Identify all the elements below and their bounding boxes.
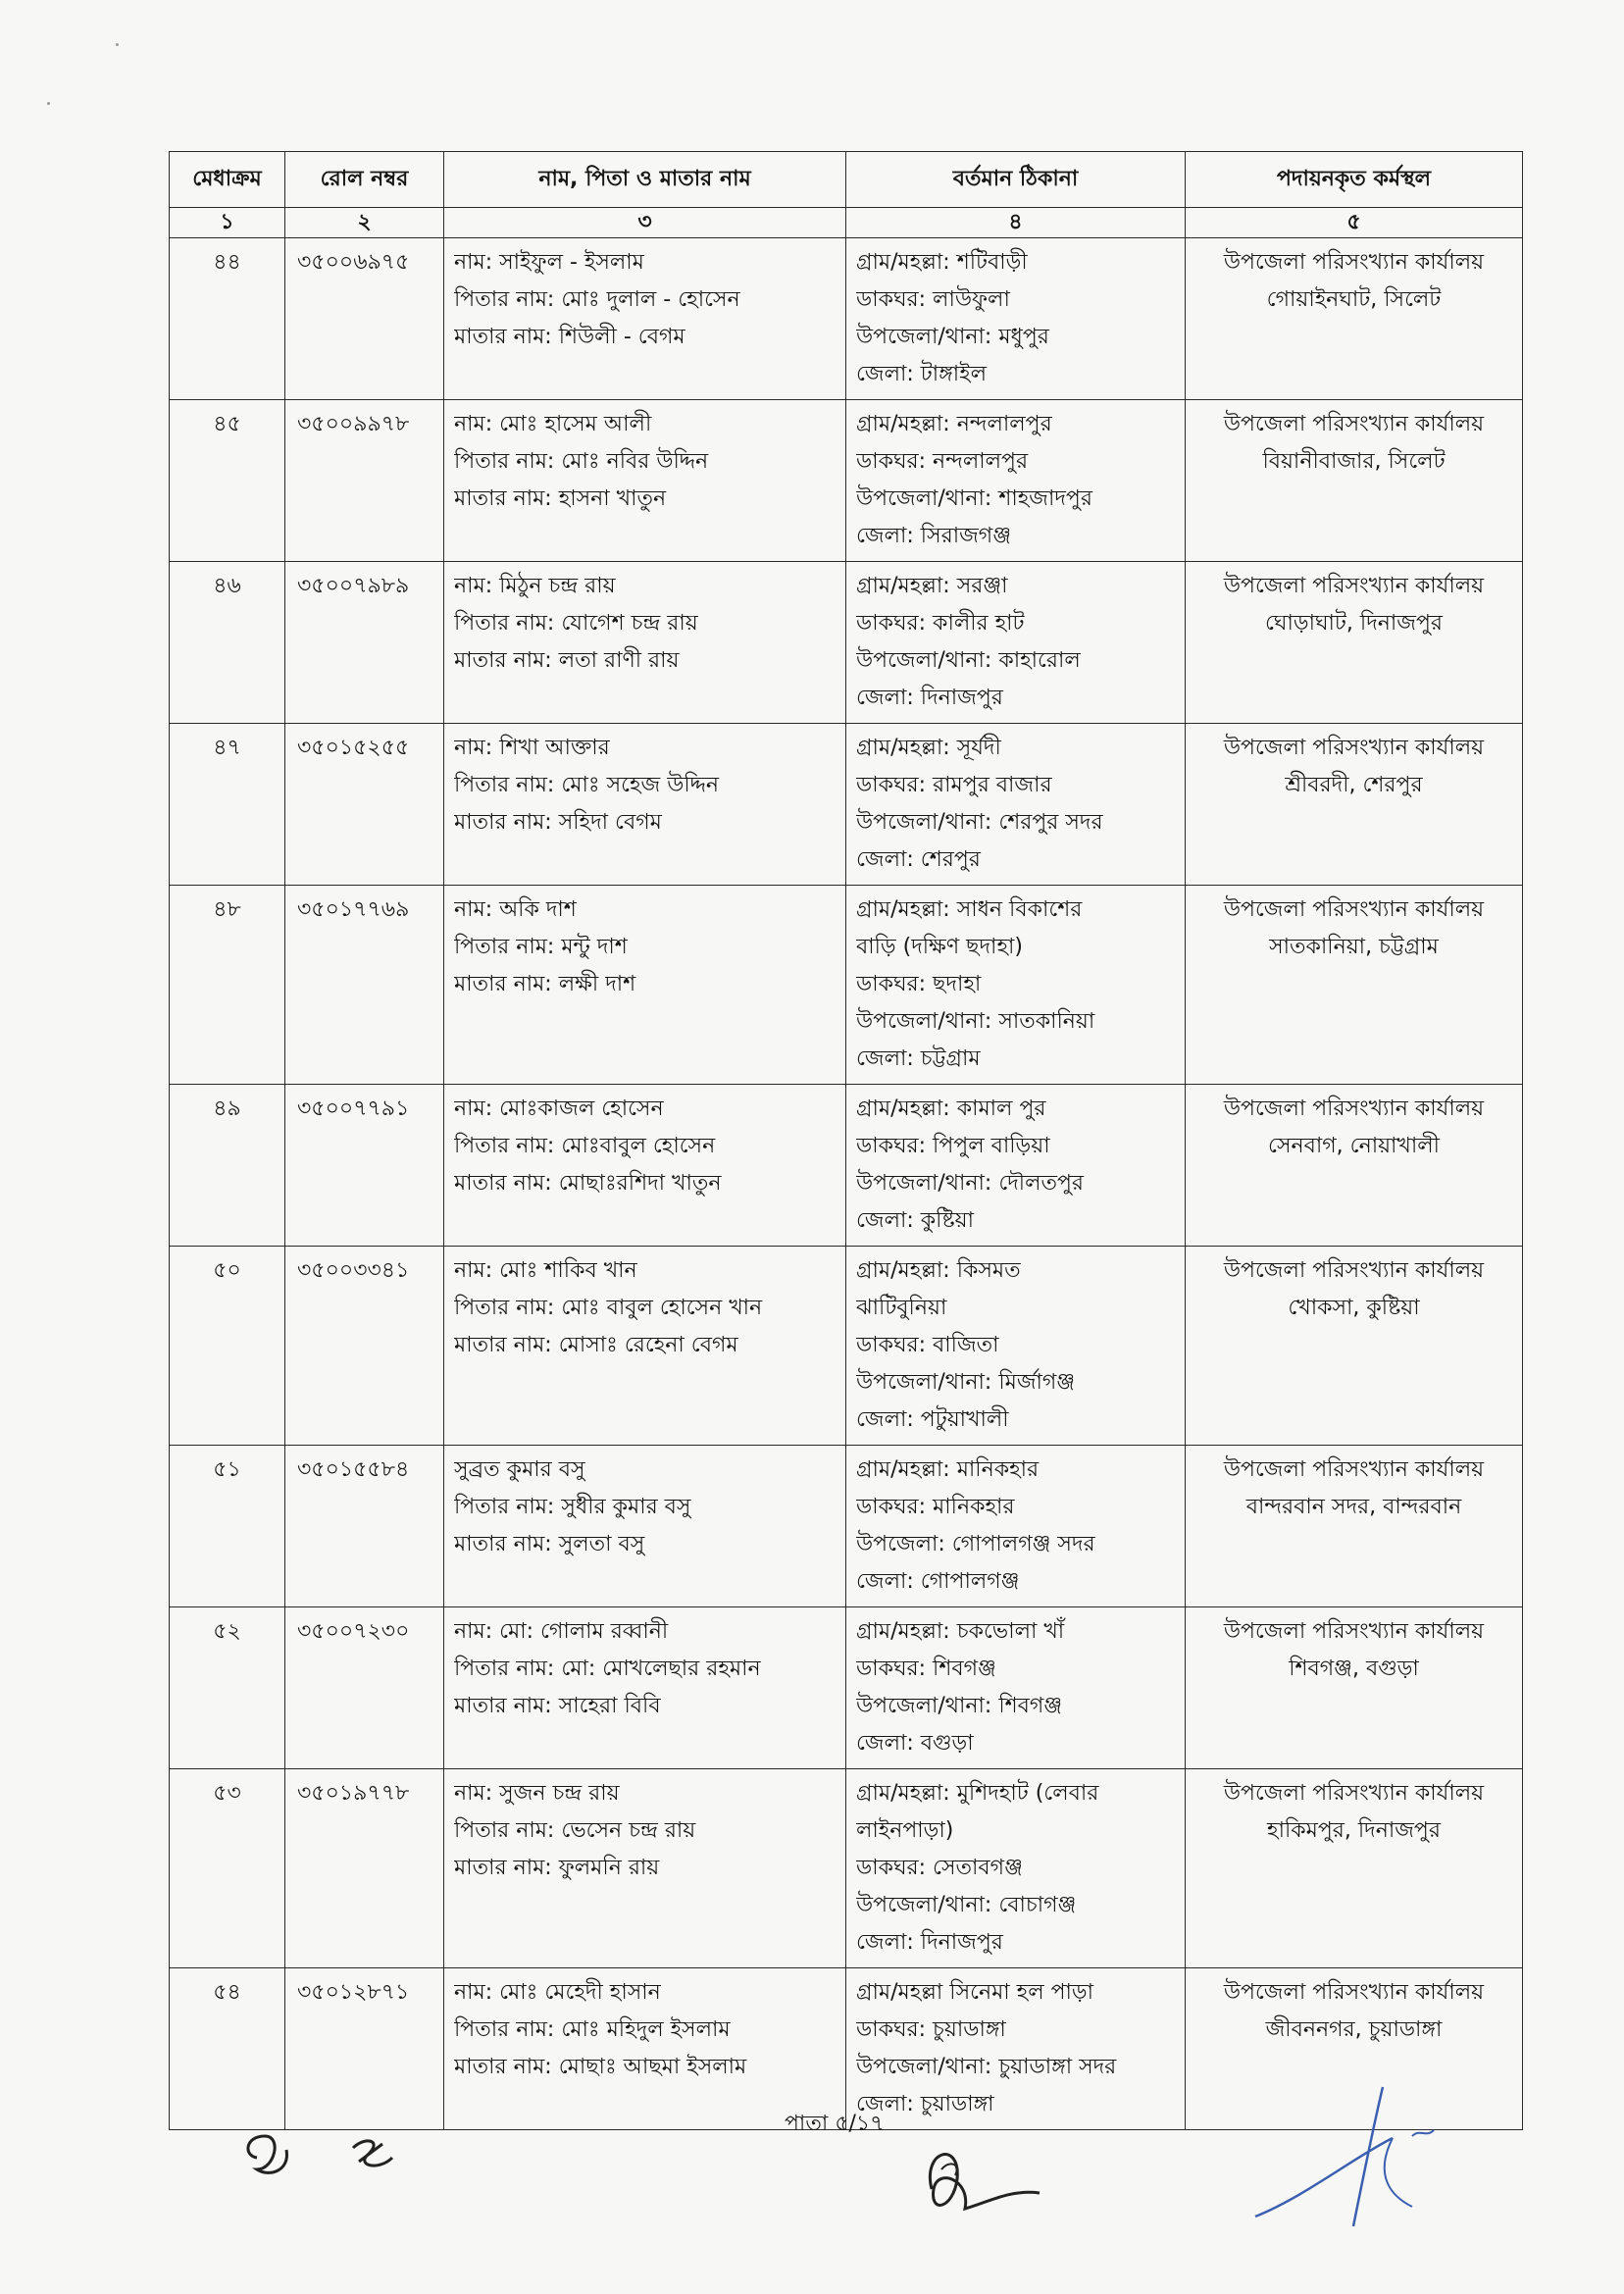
name-line: মাতার নাম: শিউলী - বেগম: [454, 325, 685, 349]
address-line: ডাকঘর: পিপুল বাড়িয়া: [856, 1134, 1050, 1158]
name-line: মাতার নাম: ফুলমনি রায়: [454, 1856, 660, 1880]
column-number: ২: [285, 208, 444, 238]
merit-rank-cell: ৪৯: [170, 1085, 285, 1247]
merit-rank-cell: ৫০: [170, 1247, 285, 1446]
roll-number-cell: ৩৫০০৭২৩০: [285, 1607, 444, 1769]
posting-line: উপজেলা পরিসংখ্যান কার্যালয়: [1223, 250, 1485, 275]
scan-speck: [47, 102, 50, 105]
address-line: জেলা: টাঙ্গাইল: [856, 362, 987, 386]
name-line: মাতার নাম: মোছাঃরশিদা খাতুন: [454, 1171, 722, 1196]
address-cell: [846, 1607, 1186, 1769]
header-names: নাম, পিতা ও মাতার নাম: [444, 152, 846, 208]
address-line: উপজেলা: গোপালগঞ্জ সদর: [856, 1532, 1095, 1556]
names-cell: [444, 238, 846, 400]
scan-speck: [116, 43, 119, 46]
address-cell: [846, 1446, 1186, 1607]
posting-place-cell: [1186, 724, 1523, 886]
roll-number-cell: ৩৫০০৯৯৭৮: [285, 400, 444, 562]
page-number: পাতা ৫/১৭: [785, 2112, 885, 2136]
roll-number-cell: ৩৫০০৭৯৮৯: [285, 562, 444, 724]
name-line: পিতার নাম: মোঃ মহিদুল ইসলাম: [454, 2017, 731, 2042]
merit-rank-cell: ৪৭: [170, 724, 285, 886]
posting-place-cell: [1186, 1607, 1523, 1769]
address-line: জেলা: চুয়াডাঙ্গা: [856, 2092, 994, 2116]
merit-rank-cell: ৫৩: [170, 1769, 285, 1968]
address-cell: [846, 1085, 1186, 1247]
name-line: নাম: মোঃ মেহেদী হাসান: [454, 1980, 661, 2005]
merit-rank-cell: ৫১: [170, 1446, 285, 1607]
name-line: মাতার নাম: হাসনা খাতুন: [454, 486, 667, 511]
name-line: নাম: অকি দাশ: [454, 897, 577, 922]
merit-rank-cell: ৪৪: [170, 238, 285, 400]
name-line: পিতার নাম: মোঃবাবুল হোসেন: [454, 1134, 716, 1158]
address-line: ডাকঘর: বাজিতা: [856, 1333, 999, 1357]
header-roll-number: রোল নম্বর: [285, 152, 444, 208]
address-line: ডাকঘর: ছদাহা: [856, 972, 982, 996]
name-line: মাতার নাম: লক্ষী দাশ: [454, 972, 636, 996]
name-line: পিতার নাম: মোঃ বাবুল হোসেন খান: [454, 1296, 763, 1320]
posting-line: উপজেলা পরিসংখ্যান কার্যালয়: [1223, 1619, 1485, 1644]
posting-line: বিয়ানীবাজার, সিলেট: [1262, 449, 1446, 474]
address-line: গ্রাম/মহল্লা: নন্দলালপুর: [856, 412, 1052, 436]
merit-rank-cell: ৪৮: [170, 886, 285, 1085]
address-line: ডাকঘর: লাউফুলা: [856, 287, 1010, 312]
address-line: জেলা: কুষ্টিয়া: [856, 1208, 974, 1233]
name-line: পিতার নাম: যোগেশ চন্দ্র রায়: [454, 611, 698, 636]
roll-number-cell: ৩৫০১২৮৭১: [285, 1968, 444, 2130]
name-line: নাম: মোঃ হাসেম আলী: [454, 412, 652, 436]
address-line: গ্রাম/মহল্লা: মুশিদহাট (লেবার: [856, 1781, 1099, 1806]
header-posting-place: পদায়নকৃত কর্মস্থল: [1186, 152, 1523, 208]
posting-place-cell: [1186, 238, 1523, 400]
address-cell: [846, 886, 1186, 1085]
blue-signature: [1245, 2079, 1461, 2236]
names-cell: [444, 1446, 846, 1607]
posting-line: উপজেলা পরিসংখ্যান কার্যালয়: [1223, 412, 1485, 436]
names-cell: [444, 1085, 846, 1247]
names-cell: [444, 1769, 846, 1968]
name-line: পিতার নাম: ভেসেন চন্দ্র রায়: [454, 1818, 696, 1843]
posting-line: উপজেলা পরিসংখ্যান কার্যালয়: [1223, 1781, 1485, 1806]
posting-line: জীবননগর, চুয়াডাঙ্গা: [1265, 2017, 1443, 2042]
roll-number-cell: ৩৫০১৫২৫৫: [285, 724, 444, 886]
address-line: উপজেলা/থানা: কাহারোল: [856, 648, 1081, 673]
name-line: নাম: সুজন চন্দ্র রায়: [454, 1781, 620, 1806]
posting-line: ঘোড়াঘাট, দিনাজপুর: [1264, 611, 1443, 636]
posting-place-cell: [1186, 1085, 1523, 1247]
posting-place-cell: [1186, 1247, 1523, 1446]
names-cell: [444, 1968, 846, 2130]
address-line: উপজেলা/থানা: শাহজাদপুর: [856, 486, 1092, 511]
address-cell: [846, 1247, 1186, 1446]
address-line: ডাকঘর: কালীর হাট: [856, 611, 1025, 636]
merit-rank-cell: ৫২: [170, 1607, 285, 1769]
posting-list-table: [169, 151, 1523, 2130]
address-cell: [846, 238, 1186, 400]
posting-place-cell: [1186, 1769, 1523, 1968]
posting-line: উপজেলা পরিসংখ্যান কার্যালয়: [1223, 1096, 1485, 1121]
address-line: ডাকঘর: নন্দলালপুর: [856, 449, 1029, 474]
merit-rank-cell: ৪৫: [170, 400, 285, 562]
address-line: ডাকঘর: শিবগঞ্জ: [856, 1657, 996, 1681]
address-line: জেলা: দিনাজপুর: [856, 686, 1003, 710]
name-line: মাতার নাম: মোছাঃ আছমা ইসলাম: [454, 2055, 747, 2079]
name-line: নাম: মিঠুন চন্দ্র রায়: [454, 574, 616, 598]
posting-line: শিবগঞ্জ, বগুড়া: [1289, 1657, 1419, 1681]
address-line: উপজেলা/থানা: চুয়াডাঙ্গা সদর: [856, 2055, 1117, 2079]
posting-place-cell: [1186, 886, 1523, 1085]
posting-line: উপজেলা পরিসংখ্যান কার্যালয়: [1223, 736, 1485, 760]
roll-number-cell: ৩৫০০৭৭৯১: [285, 1085, 444, 1247]
posting-line: গোয়াইনঘাট, সিলেট: [1266, 287, 1442, 312]
address-line: বাড়ি (দক্ষিণ ছদাহা): [856, 935, 1023, 959]
address-line: জেলা: সিরাজগঞ্জ: [856, 524, 1011, 548]
address-line: উপজেলা/থানা: দৌলতপুর: [856, 1171, 1085, 1196]
name-line: পিতার নাম: মোঃ নবির উদ্দিন: [454, 449, 709, 474]
roll-number-cell: ৩৫০০৬৯৭৫: [285, 238, 444, 400]
names-cell: [444, 400, 846, 562]
address-line: উপজেলা/থানা: বোচাগঞ্জ: [856, 1893, 1077, 1917]
name-line: মাতার নাম: সহিদা বেগম: [454, 810, 662, 835]
merit-rank-cell: ৫৪: [170, 1968, 285, 2130]
address-line: উপজেলা/থানা: শেরপুর সদর: [856, 810, 1103, 835]
address-line: গ্রাম/মহল্লা: কিসমত: [856, 1258, 1021, 1283]
table-row: [170, 1247, 1523, 1446]
header-row: [170, 152, 1523, 208]
name-line: নাম: সাইফুল - ইসলাম: [454, 250, 644, 275]
address-line: ডাকঘর: সেতাবগঞ্জ: [856, 1856, 1023, 1880]
roll-number-cell: ৩৫০১৯৭৭৮: [285, 1769, 444, 1968]
name-line: নাম: মোঃকাজল হোসেন: [454, 1096, 664, 1121]
address-line: গ্রাম/মহল্লা: সূর্যদী: [856, 736, 1001, 760]
address-line: জেলা: পটুয়াখালী: [856, 1407, 1009, 1432]
address-line: গ্রাম/মহল্লা: কামাল পুর: [856, 1096, 1046, 1121]
address-cell: [846, 724, 1186, 886]
table-row: [170, 238, 1523, 400]
posting-line: সাতকানিয়া, চট্টগ্রাম: [1269, 935, 1439, 959]
official-signature: [902, 2120, 1069, 2238]
address-line: জেলা: চট্টগ্রাম: [856, 1046, 981, 1071]
posting-line: উপজেলা পরিসংখ্যান কার্যালয়: [1223, 1980, 1485, 2005]
posting-line: হাকিমপুর, দিনাজপুর: [1267, 1818, 1441, 1843]
address-cell: [846, 562, 1186, 724]
address-line: গ্রাম/মহল্লা সিনেমা হল পাড়া: [856, 1980, 1094, 2005]
initials-signature: [235, 2118, 422, 2187]
posting-line: উপজেলা পরিসংখ্যান কার্যালয়: [1223, 897, 1485, 922]
merit-rank-cell: ৪৬: [170, 562, 285, 724]
address-cell: [846, 400, 1186, 562]
address-line: গ্রাম/মহল্লা: সরঞ্জা: [856, 574, 1008, 598]
names-cell: [444, 724, 846, 886]
posting-place-cell: [1186, 400, 1523, 562]
table-row: [170, 1446, 1523, 1607]
roll-number-cell: ৩৫০১৭৭৬৯: [285, 886, 444, 1085]
column-number: ৩: [444, 208, 846, 238]
address-line: ডাকঘর: মানিকহার: [856, 1495, 1015, 1519]
name-line: নাম: মো: গোলাম রব্বানী: [454, 1619, 669, 1644]
address-line: জেলা: শেরপুর: [856, 847, 981, 872]
address-line: জেলা: দিনাজপুর: [856, 1930, 1003, 1955]
name-line: পিতার নাম: মো: মোখলেছার রহমান: [454, 1657, 761, 1681]
header-present-address: বর্তমান ঠিকানা: [846, 152, 1186, 208]
roll-number-cell: ৩৫০০৩৩৪১: [285, 1247, 444, 1446]
address-line: ডাকঘর: রামপুর বাজার: [856, 773, 1052, 797]
name-line: পিতার নাম: মোঃ সহেজ উদ্দিন: [454, 773, 720, 797]
posting-line: উপজেলা পরিসংখ্যান কার্যালয়: [1223, 1258, 1485, 1283]
address-cell: [846, 1968, 1186, 2130]
table-row: [170, 1769, 1523, 1968]
roll-number-cell: ৩৫০১৫৫৮৪: [285, 1446, 444, 1607]
posting-line: বান্দরবান সদর, বান্দরবান: [1245, 1495, 1462, 1519]
column-number: ৫: [1186, 208, 1523, 238]
name-line: সুব্রত কুমার বসু: [454, 1457, 585, 1482]
posting-line: শ্রীবরদী, শেরপুর: [1285, 773, 1423, 797]
posting-line: সেনবাগ, নোয়াখালী: [1268, 1134, 1440, 1158]
address-line: উপজেলা/থানা: মধুপুর: [856, 325, 1049, 349]
column-number: ৪: [846, 208, 1186, 238]
name-line: নাম: মোঃ শাকিব খান: [454, 1258, 637, 1283]
names-cell: [444, 886, 846, 1085]
posting-line: খোকসা, কুষ্টিয়া: [1288, 1296, 1420, 1320]
name-line: পিতার নাম: সুধীর কুমার বসু: [454, 1495, 691, 1519]
posting-line: উপজেলা পরিসংখ্যান কার্যালয়: [1223, 574, 1485, 598]
address-line: জেলা: বগুড়া: [856, 1731, 974, 1756]
address-line: গ্রাম/মহল্লা: সাধন বিকাশের: [856, 897, 1083, 922]
names-cell: [444, 1607, 846, 1769]
table-row: [170, 400, 1523, 562]
names-cell: [444, 1247, 846, 1446]
address-cell: [846, 1769, 1186, 1968]
address-line: গ্রাম/মহল্লা: মানিকহার: [856, 1457, 1040, 1482]
table-row: [170, 562, 1523, 724]
column-number-row: [170, 208, 1523, 238]
name-line: মাতার নাম: মোসাঃ রেহেনা বেগম: [454, 1333, 738, 1357]
address-line: ডাকঘর: চুয়াডাঙ্গা: [856, 2017, 1006, 2042]
name-line: মাতার নাম: সাহেরা বিবি: [454, 1694, 661, 1718]
column-number: ১: [170, 208, 285, 238]
address-line: লাইনপাড়া): [856, 1818, 954, 1843]
name-line: মাতার নাম: সুলতা বসু: [454, 1532, 645, 1556]
address-line: উপজেলা/থানা: মির্জাগঞ্জ: [856, 1370, 1076, 1395]
address-line: উপজেলা/থানা: শিবগঞ্জ: [856, 1694, 1063, 1718]
name-line: মাতার নাম: লতা রাণী রায়: [454, 648, 680, 673]
table-row: [170, 886, 1523, 1085]
name-line: পিতার নাম: মন্টু দাশ: [454, 935, 628, 959]
header-merit-rank: মেধাক্রম: [170, 152, 285, 208]
name-line: নাম: শিখা আক্তার: [454, 736, 610, 760]
name-line: পিতার নাম: মোঃ দুলাল - হোসেন: [454, 287, 740, 312]
address-line: উপজেলা/থানা: সাতকানিয়া: [856, 1009, 1095, 1034]
address-line: জেলা: গোপালগঞ্জ: [856, 1569, 1020, 1594]
table-row: [170, 1607, 1523, 1769]
posting-place-cell: [1186, 562, 1523, 724]
names-cell: [444, 562, 846, 724]
posting-line: উপজেলা পরিসংখ্যান কার্যালয়: [1223, 1457, 1485, 1482]
table-row: [170, 724, 1523, 886]
address-line: গ্রাম/মহল্লা: শটিবাড়ী: [856, 250, 1028, 275]
address-line: ঝাটিবুনিয়া: [856, 1296, 947, 1320]
posting-place-cell: [1186, 1446, 1523, 1607]
table-row: [170, 1085, 1523, 1247]
address-line: গ্রাম/মহল্লা: চকভোলা খাঁ: [856, 1619, 1065, 1644]
